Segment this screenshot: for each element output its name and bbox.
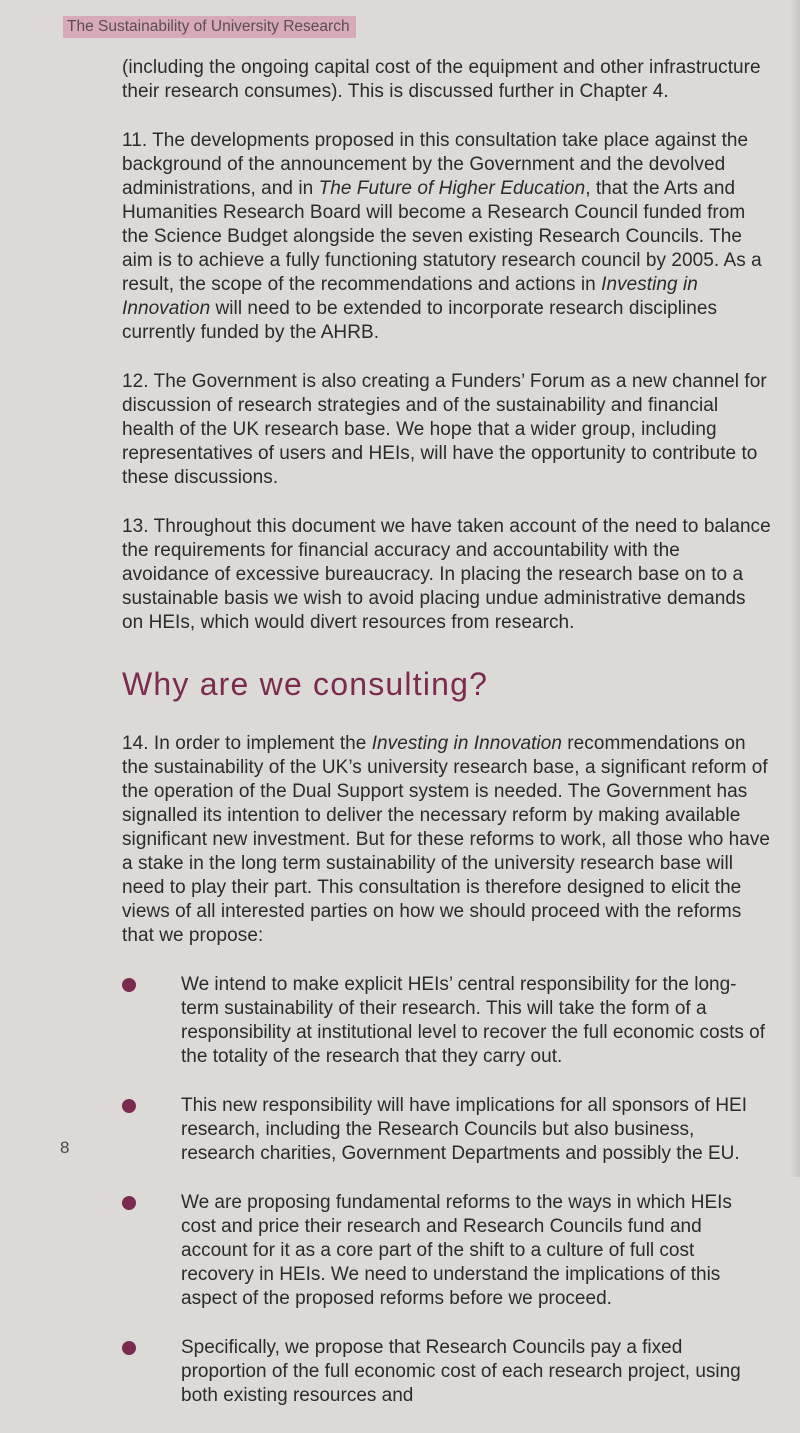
list-item: We intend to make explicit HEIs’ central responsibility for the long-term sustainability of their research. This will take the form of a responsibility at institutional level to recover the full economic costs of the totality of the research that they carry out. bbox=[122, 973, 772, 1069]
page-edge bbox=[790, 0, 800, 1177]
paragraph-13: 13. Throughout this document we have taken account of the need to balance the requirements for financial accuracy and accountability with the avoidance of excessive bureaucracy. In placing the research base on to a sustainable basis we wish to avoid placing undue administrative demands on HEIs, which would divert resources from research. bbox=[122, 516, 771, 633]
bullet-dot-icon bbox=[122, 978, 136, 992]
bullet-dot-icon bbox=[122, 1099, 136, 1113]
bullet-dot-icon bbox=[122, 1341, 136, 1355]
paragraph-number: 12. bbox=[122, 371, 149, 392]
publication-title: Investing in Innovation bbox=[122, 274, 698, 319]
page-number: 8 bbox=[60, 1138, 70, 1157]
paragraph-12: 12. The Government is also creating a Funders’ Forum as a new channel for discussion of research strategies and of the sustainability and financial health of the UK research base. We hope that a wider group, including representatives of users and HEIs, will have the opportunity to contribute to these discussions. bbox=[122, 371, 767, 488]
paragraph-number: 14. bbox=[122, 733, 149, 754]
proposal-list bbox=[122, 973, 772, 1408]
list-item: We are proposing fundamental reforms to the ways in which HEIs cost and price their research and Research Councils fund and account for it as a core part of the shift to a culture of full cost recovery in HEIs. We need to understand the implications of this aspect of the proposed reforms before we proceed. bbox=[122, 1191, 772, 1311]
publication-title: Investing in Innovation bbox=[371, 733, 562, 754]
publication-title: The Future of Higher Education bbox=[318, 178, 586, 199]
paragraph-number: 11. bbox=[122, 130, 148, 151]
section-heading: Why are we consulting? bbox=[122, 666, 489, 702]
list-item: Specifically, we propose that Research Councils pay a fixed proportion of the full economic cost of each research project, using both existing resources and bbox=[122, 1336, 772, 1408]
paragraph-14: 14. In order to implement the Investing in Innovation recommendations on the sustainability of the UK’s university research base, a significant reform of the operation of the Dual Support system is needed. The Government has signalled its intention to deliver the necessary reform by making available significant new investment. But for these reforms to work, all those who have a stake in the long term sustainability of the university research base will need to play their part. This consultation is therefore designed to elicit the views of all interested parties on how we should proceed with the reforms that we propose: bbox=[122, 733, 771, 946]
bullet-dot-icon bbox=[122, 1196, 136, 1210]
paragraph-11: 11. The developments proposed in this consultation take place against the background of the announcement by the Government and the devolved administrations, and in The Future of Higher Education, that the Arts and Humanities Research Board will become a Research Council funded from the Science Budget alongside the seven existing Research Councils. The aim is to achieve a fully functioning statutory research council by 2005. As a result, the scope of the recommendations and actions in Investing in Innovation will need to be extended to incorporate research disciplines currently funded by the AHRB. bbox=[122, 130, 762, 343]
paragraph-continued: (including the ongoing capital cost of the equipment and other infrastructure their research consumes). This is discussed further in Chapter 4. bbox=[122, 57, 761, 102]
running-header: The Sustainability of University Research bbox=[63, 16, 356, 38]
page-content bbox=[122, 56, 772, 1433]
list-item: This new responsibility will have implications for all sponsors of HEI research, including the Research Councils but also business, research charities, Government Departments and possibly the EU. bbox=[122, 1094, 772, 1166]
paragraph-number: 13. bbox=[122, 516, 149, 537]
